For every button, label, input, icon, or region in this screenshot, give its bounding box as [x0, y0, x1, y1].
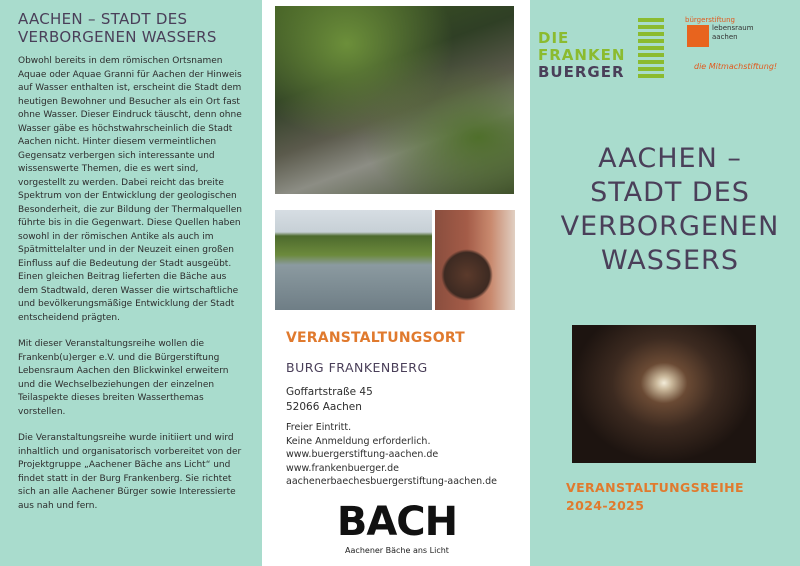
bach-logo: [332, 500, 462, 562]
buergerstiftung-logo: [682, 12, 794, 82]
frankenbuerger-logo-line: DIE: [538, 29, 570, 47]
series-label-line: VERANSTALTUNGSREIHE: [566, 480, 744, 495]
venue-info: [286, 421, 497, 489]
left-title: [18, 10, 248, 46]
stream-photo: [275, 6, 514, 194]
left-title-line-1: AACHEN – STADT DES: [18, 10, 188, 28]
buergerstiftung-logo-line: aachen: [712, 32, 738, 41]
square-icon: [687, 25, 709, 47]
right-panel: [530, 0, 800, 566]
website-link[interactable]: aachenerbaechesbuergerstiftung-aachen.de: [286, 476, 498, 487]
venue-name: BURG FRANKENBERG: [286, 360, 428, 375]
address-street: Goffartstraße 45: [286, 386, 373, 398]
venue-address: [286, 385, 373, 414]
intro-paragraph: Mit dieser Veranstaltungsreihe wollen die Frankenb(u)erger e.V. und die Bürgerstiftung Lebensraum Aachen den Blickwinkel erweitern und die Wechselbeziehungen der einzelnen Teilaspekte dieses breiten Wasserthemas vorstellen.: [18, 339, 229, 417]
bach-logo-word: BACH: [336, 499, 458, 545]
cover-title-line: VERBORGENEN: [560, 211, 780, 242]
intro-paragraph: Obwohl bereits in dem römischen Ortsnamen Aquae oder Aquae Granni für Aachen der Hinweis auf Wasser enthalten ist, erscheint die Stadt dem heutigen Bewohner und Besucher als ein Ort fast ohne Wasser. Dieser Eindruck täuscht, denn ohne Wasser gäbe es höchstwahrscheinlich die Stadt Aachen nicht. Hinter diesem vermeintlichen Gegensatz verbergen sich interessante und wissenswerte Themen, die es wert sind, vorgestellt zu werden. Dabei reicht das breite Spektrum von der Entwicklung der geologischen Besonderheit, die zur Bildung der Thermalquellen führte bis in die Gegenwart. Diese Quellen haben sowohl in der römischen Antike als auch im Spätmittelalter und in der Neuzeit einen großen Einfluss auf die Bedeutung der Stadt ausgeübt. Einen gleichen Beitrag lieferten die Bäche aus dem Stadtwald, deren Wasser die wirtschaftliche und bevölkerungsmäßige Entwicklung der Stadt entscheidend prägten.: [18, 56, 242, 323]
frankenbuerger-logo-line: BUERGER: [538, 63, 625, 81]
bach-logo-tagline: Aachener Bäche ans Licht: [345, 546, 449, 555]
waterwheel-photo: [435, 210, 515, 310]
website-link[interactable]: www.buergerstiftung-aachen.de: [286, 449, 439, 460]
frankenbuerger-logo: [538, 18, 678, 80]
address-city: 52066 Aachen: [286, 400, 362, 413]
middle-panel: [262, 0, 530, 566]
buergerstiftung-slogan: die Mitmachstiftung!: [694, 62, 778, 71]
buergerstiftung-logo-line: lebensraum: [712, 24, 754, 32]
cover-title-line: WASSERS: [601, 245, 739, 276]
venue-heading: VERANSTALTUNGSORT: [286, 330, 465, 346]
fountain-photo: [275, 210, 432, 310]
info-line: Keine Anmeldung erforderlich.: [286, 435, 431, 447]
info-line: Freier Eintritt.: [286, 422, 352, 433]
intro-text: [18, 55, 248, 526]
left-panel: [0, 0, 262, 566]
tunnel-photo: [572, 325, 756, 463]
series-label: [566, 479, 776, 515]
tower-icon: [638, 18, 664, 80]
cover-title-line: AACHEN –: [598, 143, 742, 174]
website-link[interactable]: www.frankenbuerger.de: [286, 462, 400, 474]
cover-title-line: STADT DES: [590, 177, 750, 208]
intro-paragraph: Die Veranstaltungsreihe wurde initiiert und wird inhaltlich und organisatorisch vorbereitet von der Projektgruppe „Aachener Bäche ans Licht“ und findet statt in der Burg Frankenberg. Sie richtet sich an alle Aachener Bürger sowie Interessierte aus nah und fern.: [18, 433, 242, 511]
cover-title: [550, 142, 790, 278]
left-title-line-2: VERBORGENEN WASSERS: [18, 28, 217, 46]
buergerstiftung-logo-top: bürgerstiftung: [685, 16, 736, 24]
series-label-years: 2024-2025: [566, 498, 645, 513]
frankenbuerger-logo-line: FRANKEN: [538, 46, 626, 64]
